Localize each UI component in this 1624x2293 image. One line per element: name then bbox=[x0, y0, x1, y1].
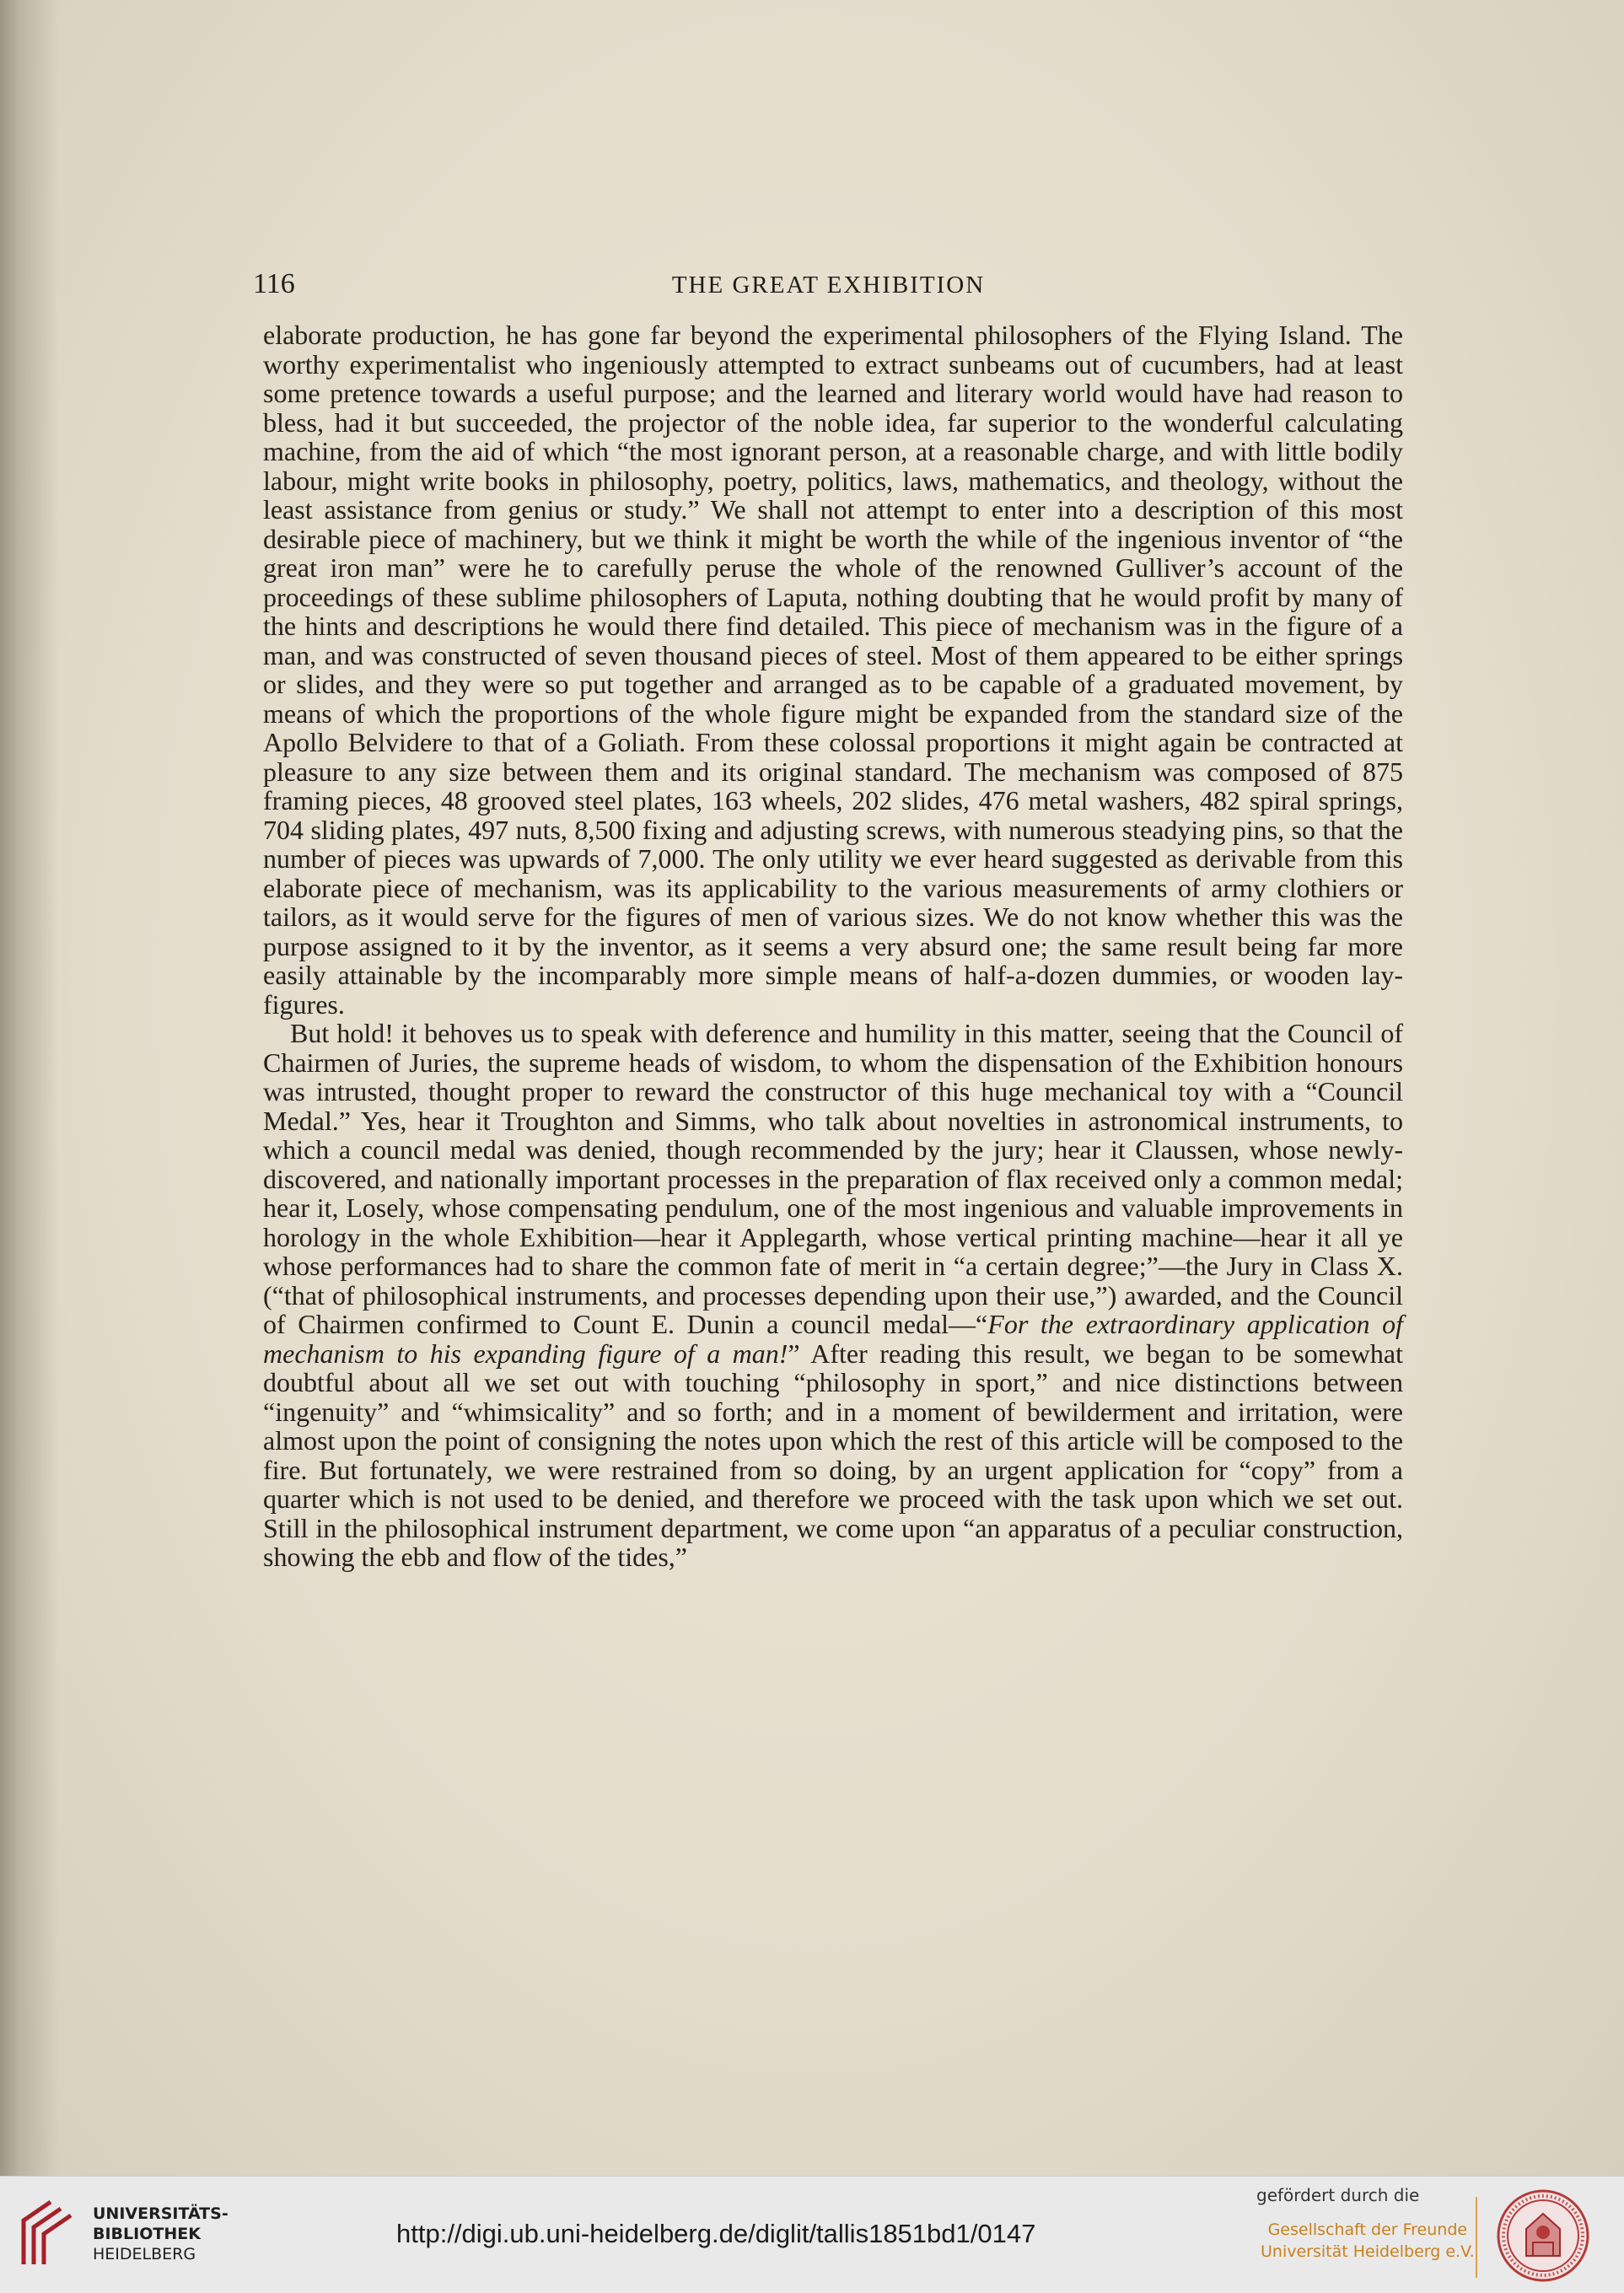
library-name-line: UNIVERSITÄTS- bbox=[93, 2204, 229, 2223]
sponsor-name bbox=[1261, 2219, 1475, 2263]
page-header bbox=[253, 268, 1404, 310]
page-edge-shadow bbox=[0, 0, 59, 2176]
ub-heidelberg-logo-icon bbox=[17, 2195, 76, 2271]
page-number: 116 bbox=[253, 268, 295, 299]
digitization-footer bbox=[0, 2176, 1624, 2293]
university-seal-icon bbox=[1496, 2188, 1590, 2283]
permalink-url[interactable]: http://digi.ub.uni-heidelberg.de/diglit/tallis1851bd1/0147 bbox=[396, 2219, 1036, 2248]
paragraph-text: But hold! it behoves us to speak with deference and humility in this matter, seeing that the Council of Chairmen of Juries, the supreme heads of wisdom, to whom the dispensation of the Exhibition honours was intrusted, thought proper to reward the constructor of this huge mechanical toy with a “Council Medal.” Yes, hear it Troughton and Simms, who talk about novelties in astronomical instruments, to which a council medal was denied, though recommended by the jury; hear it Claussen, whose newly-discovered, and nationally important processes in the preparation of flax received only a common medal; hear it, Losely, whose compensating pendulum, one of the most ingenious and valuable improvements in horology in the whole Exhibition—hear it Applegarth, whose vertical printing machine—hear it all ye whose performances had to share the common fate of merit in “a certain degree;”—the Jury in Class X. (“that of philosophical instruments, and processes depending upon their use,”) awarded, and the Council of Chairmen confirmed to Count E. Dunin a council medal—“ bbox=[263, 1018, 1403, 1339]
paragraph-text: ” After reading this result, we began to be somewhat doubtful about all we set out with touching “philosophy in sport,” and nice distinctions between “ingenuity” and “whimsicality” and so forth; and in a moment of bewilderment and irritation, were almost upon the point of consigning the notes upon which the rest of this article will be composed to the fire. But fortunately, we were restrained from so doing, by an urgent application for “copy” from a quarter which is not used to be denied, and therefore we proceed with the task upon which we set out. Still in the philosophical instrument department, we come upon “an apparatus of a peculiar construction, showing the ebb and flow of the tides,” bbox=[263, 1338, 1404, 1572]
divider bbox=[1476, 2197, 1477, 2278]
paragraph: elaborate production, he has gone far beyond the experimental philosophers of the Flying Island. The worthy experimentalist who ingeniously attempted to extract sunbeams out of cucumbers, had at least some pretence towards a useful purpose; and the learned and literary world would have had reason to bless, had it but succeeded, the projector of the noble idea, far superior to the wonderful calculating machine, from the aid of which “the most ignorant person, at a reasonable charge, and with little bodily labour, might write books in philosophy, poetry, politics, laws, mathematics, and theology, without the least assistance from genius or study.” We shall not attempt to enter into a description of this most desirable piece of machinery, but we think it might be worth the while of the ingenious inventor of “the great iron man” were he to carefully peruse the whole of the renowned Gulliver’s account of the proceedings of these sublime philosophers of Laputa, nothing doubting that he would profit by many of the hints and descriptions he would there find detailed. This piece of mechanism was in the figure of a man, and was constructed of seven thousand pieces of steel. Most of them appeared to be either springs or slides, and they were so put together and arranged as to be capable of a graduated movement, by means of which the proportions of the whole figure might be expanded from the standard size of the Apollo Belvidere to that of a Goliath. From these colossal proportions it might again be contracted at pleasure to any size between them and its original standard. The mechanism was composed of 875 framing pieces, 48 grooved steel plates, 163 wheels, 202 slides, 476 metal washers, 482 spiral springs, 704 sliding plates, 497 nuts, 8,500 fixing and adjusting screws, with numerous steadying pins, so that the number of pieces was upwards of 7,000. The only utility we ever heard suggested as derivable from this elaborate piece of mechanism, was its applicability to the various measurements of army clothiers or tailors, as it would serve for the figures of men of various sizes. We do not know whether this was the purpose assigned to it by the inventor, as it seems a very absurd one; the same result being far more easily attainable by the incomparably more simple means of half-a-dozen dummies, or wooden lay-figures. bbox=[263, 320, 1403, 1020]
running-title: THE GREAT EXHIBITION bbox=[671, 272, 986, 299]
paragraph bbox=[263, 1019, 1403, 1572]
sponsor-name-line: Gesellschaft der Freunde bbox=[1267, 2220, 1468, 2239]
funded-by-label: gefördert durch die bbox=[1256, 2185, 1420, 2205]
sponsor-name-line: Universität Heidelberg e.V. bbox=[1261, 2242, 1475, 2261]
library-name bbox=[93, 2204, 229, 2264]
italic-quote: For the extraordinary application of mechanism to his expanding figure of a man! bbox=[263, 1309, 1404, 1369]
body-text bbox=[263, 320, 1403, 1572]
library-name-line: HEIDELBERG bbox=[93, 2245, 196, 2263]
library-name-line: BIBLIOTHEK bbox=[93, 2225, 201, 2243]
